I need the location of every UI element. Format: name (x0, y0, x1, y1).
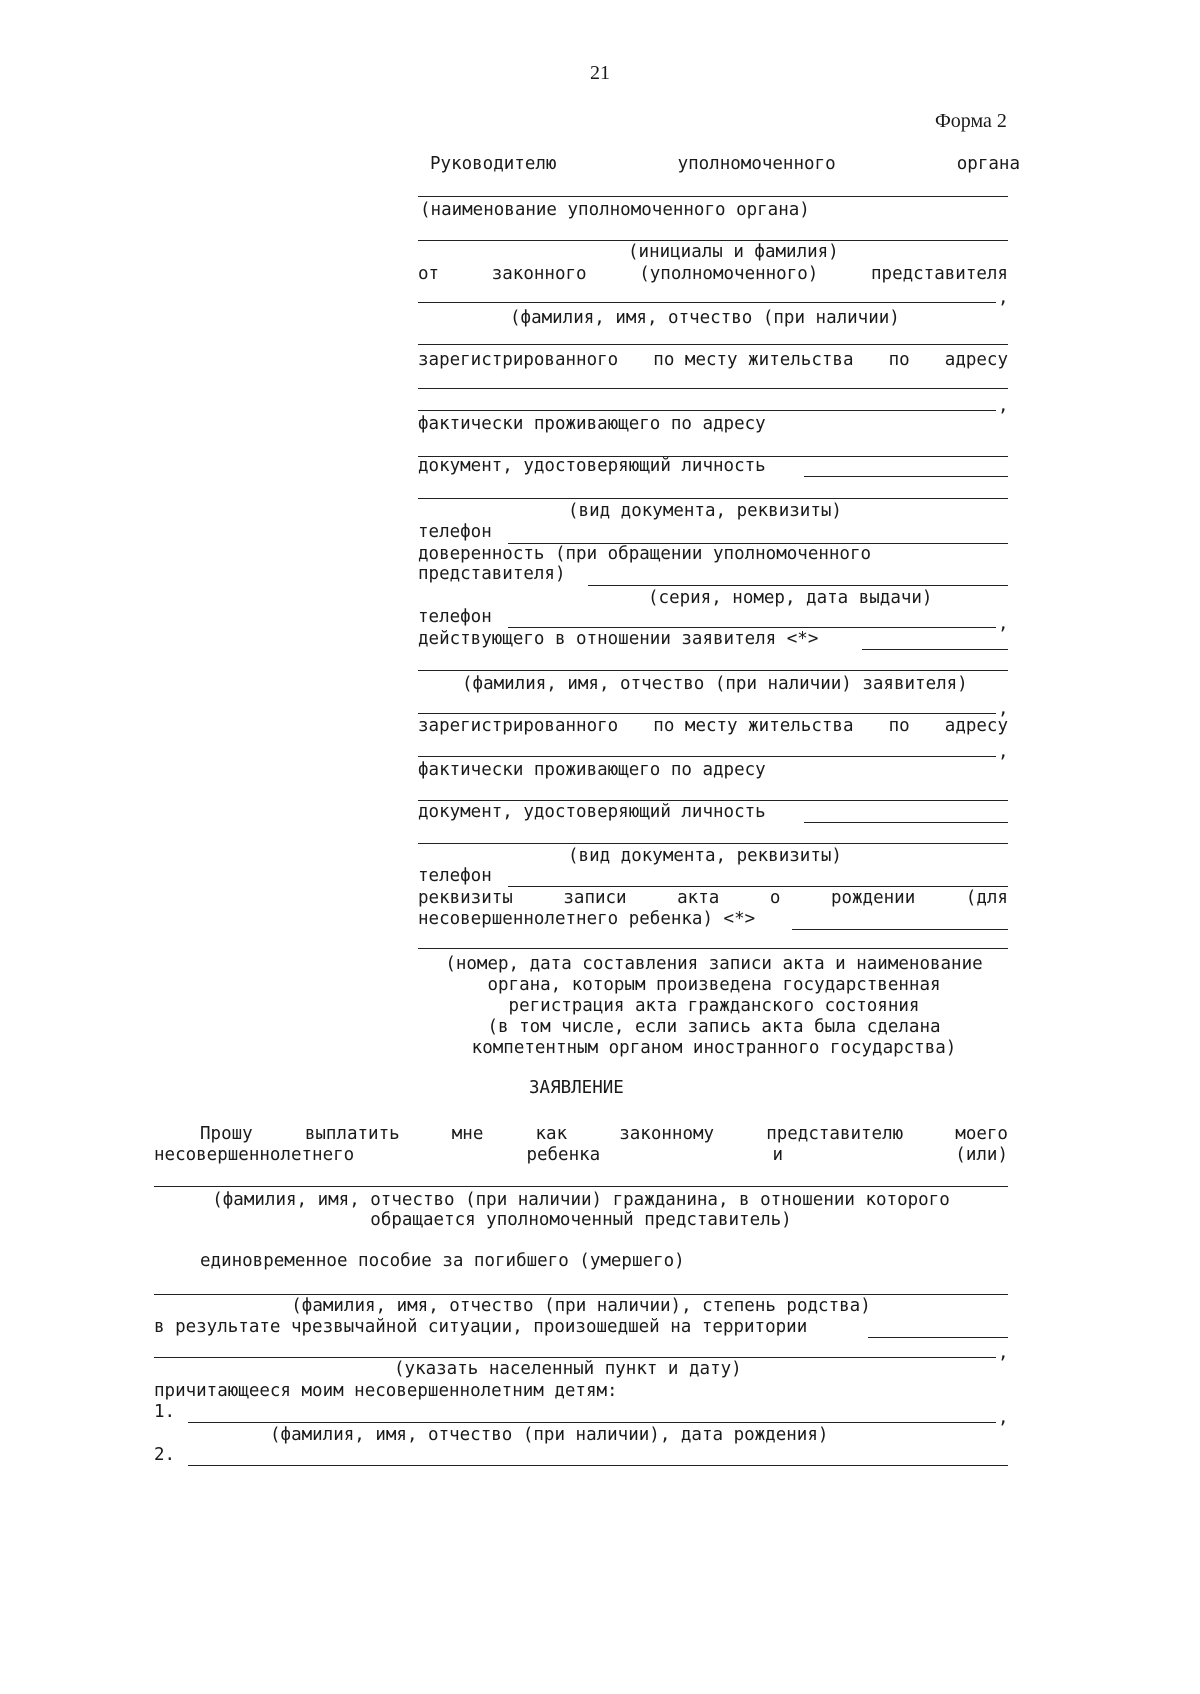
word: по месту жительства (653, 716, 854, 736)
child-2-line[interactable] (188, 1465, 1008, 1466)
representative-fio-line[interactable] (418, 302, 996, 303)
word: рождении (830, 888, 916, 908)
request-row-1 (200, 1124, 1008, 1144)
word: мне (451, 1124, 484, 1144)
citizen-fio-line[interactable] (154, 1186, 1008, 1187)
birth-caption-1: (номер, дата составления записи акта и наименование (445, 954, 983, 974)
word: о (769, 888, 781, 908)
citizen-caption-1: (фамилия, имя, отчество (при наличии) гражданина, в отношении которого (212, 1190, 950, 1210)
birth-caption-4: (в том числе, если запись акта была сделана (487, 1017, 941, 1037)
word: выплатить (304, 1124, 400, 1144)
phone-label-2: телефон (418, 607, 492, 627)
word: реквизиты (418, 888, 513, 908)
application-title: ЗАЯВЛЕНИЕ (529, 1078, 624, 1098)
word: (или) (955, 1145, 1008, 1165)
proxy-caption: (серия, номер, дата выдачи) (648, 588, 933, 608)
place-caption: (указать населенный пункт и дату) (394, 1359, 742, 1379)
word: моего (955, 1124, 1008, 1144)
child-caption: (фамилия, имя, отчество (при наличии), дата рождения) (270, 1425, 829, 1445)
word: законного (491, 264, 587, 284)
page-number: 21 (590, 62, 610, 84)
list-item-number-1: 1. (154, 1402, 176, 1422)
word: как (535, 1124, 568, 1144)
acting-label: действующего в отношении заявителя <*> (418, 629, 819, 649)
applicant-caption: (фамилия, имя, отчество (при наличии) заявителя) (462, 674, 968, 694)
comma: , (998, 1343, 1009, 1363)
word: несовершеннолетнего (154, 1145, 355, 1165)
word: представителя (871, 264, 1008, 284)
fio-caption: (фамилия, имя, отчество (при наличии) (510, 308, 900, 328)
territory-line[interactable] (868, 1337, 1008, 1338)
id-document-caption-2: (вид документа, реквизиты) (568, 846, 842, 866)
actual-address-label-2: фактически проживающего по адресу (418, 760, 766, 780)
word: зарегистрированного (418, 350, 619, 370)
word: записи (563, 888, 627, 908)
word: представителю (766, 1124, 904, 1144)
acting-line[interactable] (862, 649, 1008, 650)
registered-address-line-3[interactable] (418, 756, 996, 757)
id-document-label-2: документ, удостоверяющий личность (418, 802, 766, 822)
relation-caption: (фамилия, имя, отчество (при наличии), степень родства) (291, 1296, 871, 1316)
organ-name-caption: (наименование уполномоченного органа) (420, 200, 810, 220)
word: от (418, 264, 440, 284)
word: по месту жительства (653, 350, 854, 370)
word: (уполномоченного) (639, 264, 819, 284)
from-representative-row (418, 264, 1008, 284)
representative-fio-line-2[interactable] (418, 344, 1008, 345)
registered-address-row-2 (418, 716, 1008, 736)
registered-address-row (418, 350, 1008, 370)
territory-line-2[interactable] (154, 1357, 996, 1358)
proxy-label-1: доверенность (при обращении уполномоченного (418, 544, 872, 564)
initials-caption: (инициалы и фамилия) (628, 242, 839, 262)
organ-name-line[interactable] (418, 196, 1008, 197)
word: по (888, 716, 910, 736)
registered-address-line[interactable] (418, 388, 1008, 389)
allowance-label: единовременное пособие за погибшего (умершего) (200, 1251, 685, 1271)
phone-line-2[interactable] (508, 627, 996, 628)
birth-caption-2: органа, которым произведена государственная (487, 975, 941, 995)
phone-label-3: телефон (418, 866, 492, 886)
list-item-number-2: 2. (154, 1445, 176, 1465)
word: по (888, 350, 910, 370)
id-document-line-2[interactable] (418, 498, 1008, 499)
birth-caption-3: регистрация акта гражданского состояния (508, 996, 920, 1016)
birth-record-row (418, 888, 1008, 908)
word: зарегистрированного (418, 716, 619, 736)
word: Руководителю (430, 154, 557, 174)
comma: , (998, 614, 1009, 634)
comma: , (998, 1408, 1009, 1428)
word: (для (965, 888, 1008, 908)
word: Прошу (200, 1124, 253, 1144)
form-label: Форма 2 (935, 110, 1007, 132)
proxy-label-2: представителя) (418, 564, 566, 584)
id-document-caption: (вид документа, реквизиты) (568, 501, 842, 521)
word: адресу (944, 716, 1008, 736)
phone-label: телефон (418, 522, 492, 542)
word: адресу (944, 350, 1008, 370)
word: акта (677, 888, 720, 908)
comma: , (998, 742, 1009, 762)
word: органа (956, 154, 1020, 174)
actual-address-label: фактически проживающего по адресу (418, 414, 766, 434)
child-1-line[interactable] (188, 1422, 996, 1423)
birth-caption-5: компетентным органом иностранного государства) (471, 1038, 957, 1058)
registered-address-line-2[interactable] (418, 410, 996, 411)
word: ребенка (526, 1145, 601, 1165)
due-children-label: причитающееся моим несовершеннолетним детям: (154, 1381, 618, 1401)
birth-record-line[interactable] (792, 929, 1008, 930)
emergency-label: в результате чрезвычайной ситуации, произошедшей на территории (154, 1317, 808, 1337)
id-document-line[interactable] (804, 476, 1008, 477)
phone-line-3[interactable] (508, 886, 1008, 887)
comma: , (998, 396, 1009, 416)
applicant-fio-line[interactable] (418, 670, 1008, 671)
word: и (772, 1145, 784, 1165)
actual-address-line-2[interactable] (418, 800, 1008, 801)
comma: , (998, 288, 1009, 308)
word: законному (619, 1124, 715, 1144)
id-document-label: документ, удостоверяющий личность (418, 456, 766, 476)
comma: , (998, 699, 1009, 719)
head-name-line[interactable] (418, 240, 1008, 241)
proxy-line[interactable] (588, 585, 1008, 586)
citizen-caption-2: обращается уполномоченный представитель) (370, 1210, 792, 1230)
birth-record-line-2[interactable] (418, 948, 1008, 949)
word: уполномоченного (677, 154, 836, 174)
deceased-fio-line[interactable] (154, 1294, 1008, 1295)
request-row-2 (154, 1145, 1008, 1165)
addressee-row (430, 154, 1020, 174)
applicant-fio-line-2[interactable] (418, 713, 996, 714)
id-document-line-4[interactable] (418, 843, 1008, 844)
minor-child-label: несовершеннолетнего ребенка) <*> (418, 909, 756, 929)
id-document-line-3[interactable] (804, 822, 1008, 823)
